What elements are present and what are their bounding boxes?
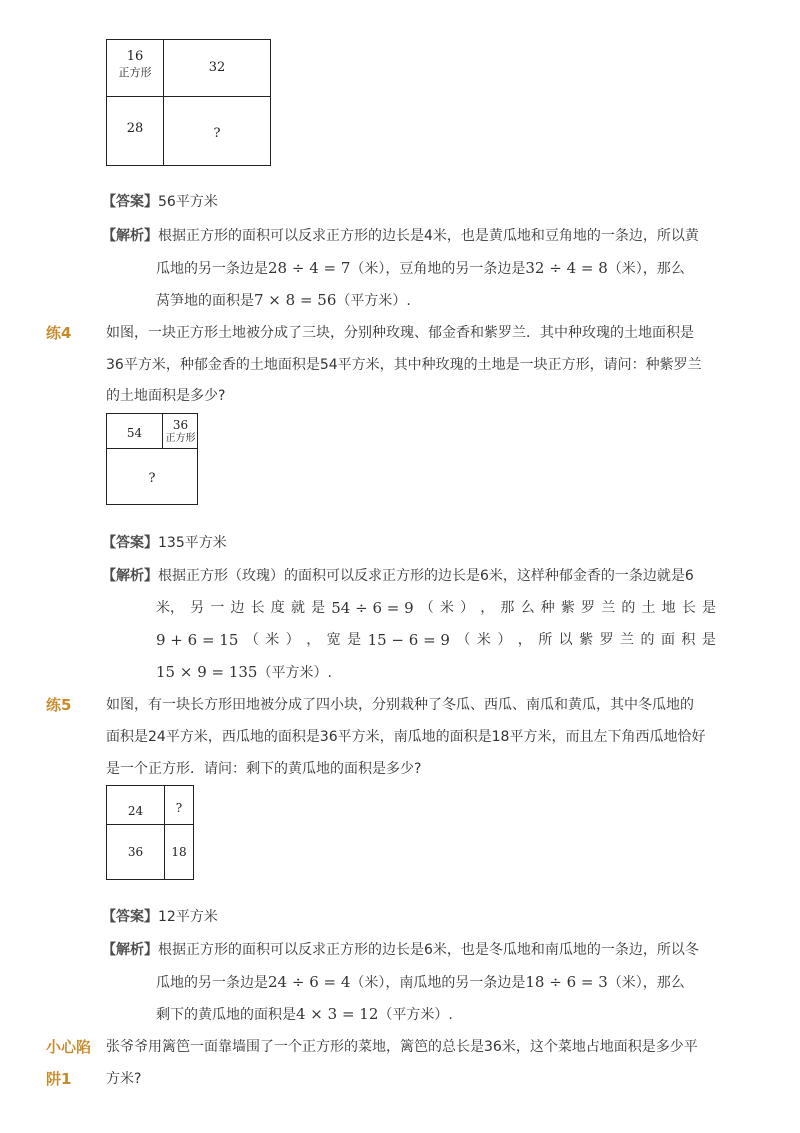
explanation-1-line-1 bbox=[102, 226, 699, 246]
cell-bottom-right: 18 bbox=[171, 845, 187, 859]
text: ） bbox=[285, 632, 300, 648]
text: 种 bbox=[540, 600, 555, 616]
text: ， bbox=[517, 632, 532, 648]
text: ） bbox=[497, 632, 512, 648]
text: 紫 bbox=[579, 632, 594, 648]
explanation-1-line-2 bbox=[156, 258, 685, 279]
math: 24 ÷ 6 = 4 bbox=[268, 973, 351, 991]
text: 米 bbox=[265, 632, 280, 648]
text: 米， bbox=[156, 600, 184, 616]
text: 面 bbox=[660, 632, 675, 648]
math: 28 ÷ 4 = 7 bbox=[268, 259, 351, 277]
problem-5-line-3: 是一个正方形．请问：剩下的黄瓜地的面积是多少? bbox=[106, 761, 422, 777]
text: 另 bbox=[190, 600, 205, 616]
text: 一 bbox=[210, 600, 225, 616]
text: （平方米）. bbox=[378, 1007, 453, 1023]
cell-left: 54 bbox=[126, 426, 143, 440]
cell-unknown: ? bbox=[175, 801, 183, 815]
text: （ bbox=[419, 600, 434, 616]
problem-4-line-1: 如图，一块正方形土地被分成了三块，分别种玫瑰、郁金香和紫罗兰．其中种玫瑰的土地面积是 bbox=[106, 325, 694, 341]
text: 根据正方形（玫瑰）的面积可以反求正方形的边长是6米，这样种郁金香的一条边就是6 bbox=[158, 568, 694, 584]
text: 米 bbox=[439, 600, 454, 616]
figure-grid-1 bbox=[106, 39, 271, 166]
text: 罗 bbox=[599, 632, 614, 648]
text: 莴笋地的面积是 bbox=[156, 293, 254, 309]
trap-tag-line-1: 小心陷 bbox=[46, 1038, 92, 1056]
explanation-2-line-2 bbox=[156, 598, 716, 618]
text: 是 bbox=[701, 600, 716, 616]
text: 兰 bbox=[620, 632, 635, 648]
text: 根据正方形的面积可以反求正方形的边长是6米，也是冬瓜地和南瓜地的一条边，所以冬 bbox=[158, 942, 699, 958]
text: （米），南瓜地的另一条边是 bbox=[350, 975, 526, 991]
text: ， bbox=[480, 600, 495, 616]
text: ， bbox=[306, 632, 321, 648]
explanation-3-line-3 bbox=[156, 1004, 453, 1025]
trap-line-2: 方米? bbox=[106, 1071, 142, 1087]
trap-tag-line-2: 阱1 bbox=[46, 1070, 72, 1088]
cell-unknown: ? bbox=[148, 471, 156, 486]
explanation-label: 【解析】 bbox=[102, 942, 158, 958]
cell-value: 16 bbox=[126, 49, 144, 64]
figure-grid-3 bbox=[106, 785, 194, 880]
text: 的 bbox=[640, 632, 655, 648]
cell-label: 正方形 bbox=[118, 66, 152, 79]
math: 32 ÷ 4 = 8 bbox=[525, 259, 608, 277]
cell-unknown: ? bbox=[213, 126, 221, 141]
math: 54 ÷ 6 = 9 bbox=[331, 599, 414, 617]
problem-5-line-2: 面积是24平方米，西瓜地的面积是36平方米，南瓜地的面积是18平方米，而且左下角西瓜地恰好 bbox=[106, 729, 706, 745]
explanation-2-line-3 bbox=[156, 630, 716, 650]
figure-grid-2 bbox=[106, 413, 198, 505]
text: 宽 bbox=[326, 632, 341, 648]
text: 是 bbox=[311, 600, 326, 616]
math: 9 + 6 = 15 bbox=[156, 631, 239, 649]
answer-label: 【答案】 bbox=[102, 194, 158, 210]
text: 所 bbox=[538, 632, 553, 648]
cell-square bbox=[163, 419, 198, 445]
cell-label: 正方形 bbox=[165, 433, 196, 444]
answer-value: 135平方米 bbox=[158, 535, 227, 551]
text: 罗 bbox=[581, 600, 596, 616]
answer-value: 12平方米 bbox=[158, 909, 218, 925]
text: 长 bbox=[681, 600, 696, 616]
math: 7 × 8 = 56 bbox=[254, 291, 337, 309]
answer-3 bbox=[102, 907, 218, 927]
answer-value: 56平方米 bbox=[158, 194, 218, 210]
explanation-3-line-2 bbox=[156, 972, 685, 993]
problem-4-line-2: 36平方米，种郁金香的土地面积是54平方米，其中种玫瑰的土地是一块正方形，请问：种紫罗兰 bbox=[106, 357, 702, 373]
text: （米），豆角地的另一条边是 bbox=[350, 261, 526, 277]
answer-1 bbox=[102, 192, 218, 212]
text: 度 bbox=[270, 600, 285, 616]
problem-tag-5: 练5 bbox=[46, 696, 72, 714]
text: 剩下的黄瓜地的面积是 bbox=[156, 1007, 296, 1023]
text: 以 bbox=[558, 632, 573, 648]
text: （ bbox=[244, 632, 259, 648]
text: （米），那么 bbox=[607, 261, 685, 277]
explanation-label: 【解析】 bbox=[102, 568, 158, 584]
trap-line-1: 张爷爷用篱笆一面靠墙围了一个正方形的菜地，篱笆的总长是36米，这个菜地占地面积是多少平 bbox=[106, 1039, 698, 1055]
text: 积 bbox=[681, 632, 696, 648]
text: 么 bbox=[520, 600, 535, 616]
cell-top-right: 32 bbox=[208, 60, 226, 75]
problem-4-line-3: 的土地面积是多少? bbox=[106, 388, 226, 404]
math: 18 ÷ 6 = 3 bbox=[525, 973, 608, 991]
text: ） bbox=[460, 600, 475, 616]
answer-2 bbox=[102, 533, 227, 553]
text: 边 bbox=[230, 600, 245, 616]
text: 米 bbox=[476, 632, 491, 648]
text: 长 bbox=[250, 600, 265, 616]
text: 就 bbox=[290, 600, 305, 616]
cell-square bbox=[107, 49, 163, 81]
text: （平方米）. bbox=[336, 293, 411, 309]
text: （米），那么 bbox=[607, 975, 685, 991]
text: （平方米）. bbox=[257, 665, 332, 681]
text: 根据正方形的面积可以反求正方形的边长是4米，也是黄瓜地和豆角地的一条边，所以黄 bbox=[158, 228, 699, 244]
text: （ bbox=[456, 632, 471, 648]
text: 土 bbox=[641, 600, 656, 616]
explanation-2-line-1 bbox=[102, 566, 694, 586]
problem-tag-4: 练4 bbox=[46, 324, 72, 342]
math: 4 × 3 = 12 bbox=[296, 1005, 379, 1023]
text: 瓜地的另一条边是 bbox=[156, 261, 268, 277]
problem-5-line-1: 如图，有一块长方形田地被分成了四小块，分别栽种了冬瓜、西瓜、南瓜和黄瓜，其中冬瓜地的 bbox=[106, 697, 694, 713]
text: 兰 bbox=[601, 600, 616, 616]
cell-value: 36 bbox=[172, 418, 189, 432]
text: 是 bbox=[701, 632, 716, 648]
explanation-label: 【解析】 bbox=[102, 228, 158, 244]
explanation-2-line-4 bbox=[156, 662, 332, 683]
math: 15 × 9 = 135 bbox=[156, 663, 258, 681]
text: 地 bbox=[661, 600, 676, 616]
answer-label: 【答案】 bbox=[102, 535, 158, 551]
cell-square: 36 bbox=[127, 845, 144, 859]
text: 是 bbox=[347, 632, 362, 648]
text: 瓜地的另一条边是 bbox=[156, 975, 268, 991]
text: 紫 bbox=[560, 600, 575, 616]
explanation-3-line-1 bbox=[102, 940, 699, 960]
text: 那 bbox=[500, 600, 515, 616]
math: 15 − 6 = 9 bbox=[367, 631, 450, 649]
explanation-1-line-3 bbox=[156, 290, 411, 311]
answer-label: 【答案】 bbox=[102, 909, 158, 925]
cell-bottom-left: 28 bbox=[126, 121, 144, 136]
cell-top-left: 24 bbox=[127, 804, 144, 818]
text: 的 bbox=[621, 600, 636, 616]
